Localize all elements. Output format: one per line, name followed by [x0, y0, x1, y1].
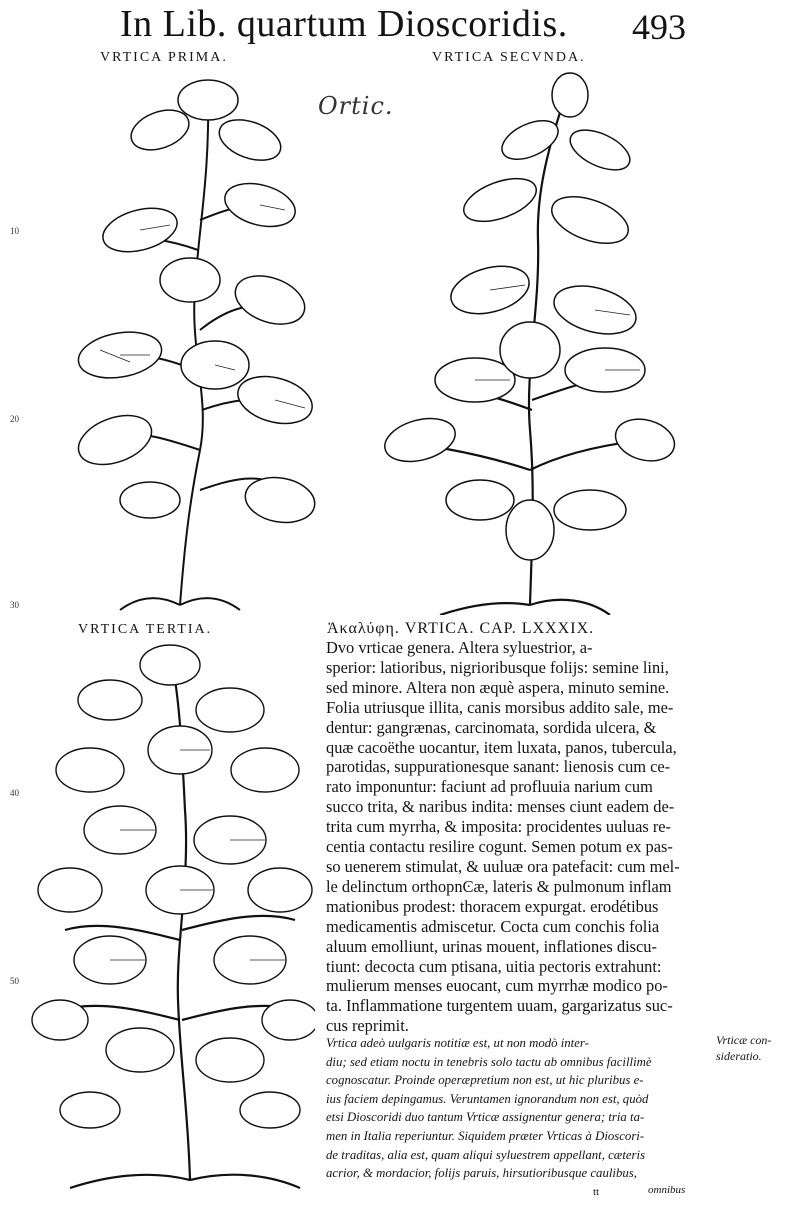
- commentary-line: men in Italia reperiuntur. Siquidem præter Vrticas à Dioscori-: [326, 1128, 645, 1143]
- text-line: ta. Inflammatione turgentem uuam, gargarizatus suc-: [326, 996, 673, 1016]
- text-line: mulierum menses euocant, cum myrrhæ modico po-: [326, 976, 668, 996]
- chapter-heading: Ἀκαλύφη. VRTICA. CAP. LXXXIX.: [327, 620, 595, 637]
- marginal-note-line: Vrticæ con-: [716, 1033, 772, 1047]
- text-line: medicamentis admiscetur. Cocta cum conchis folia: [326, 916, 660, 936]
- plant-label-prima: VRTICA PRIMA.: [100, 50, 228, 65]
- plant-label-tertia: VRTICA TERTIA.: [78, 622, 213, 637]
- commentary-line: ius faciem depingamus. Veruntamen ignorandum non est, quòd: [326, 1091, 649, 1106]
- text-line: rato imponuntur: faciunt ad profluuia narium cum: [326, 777, 653, 797]
- margin-number: 20: [10, 414, 19, 424]
- text-line: trita cum myrrha, & imposita: procidentes uuluas re-: [326, 817, 672, 837]
- commentary-block: [326, 1034, 696, 1183]
- text-line: sed minore. Altera non æquè aspera, minuto semine.: [326, 677, 670, 697]
- main-text-block: [326, 638, 696, 1036]
- commentary-line: diu; sed etiam noctu in tenebris solo tactu ab omnibus facillimè: [326, 1054, 652, 1069]
- nettle-illustration-prima: [60, 70, 330, 615]
- text-line: mationibus prodest: thoracem expurgat. erodétibus: [326, 896, 659, 916]
- nettle-illustration-tertia: [30, 640, 315, 1200]
- text-line: le delinctum orthopnϾæ, lateris & pulmonum inflam: [326, 876, 672, 896]
- text-line: parotidas, suppurationesque sanant: lienosis cum ce-: [326, 757, 671, 777]
- margin-number: 50: [10, 976, 19, 986]
- text-line: succo trita, & naribus indita: menses ciunt eadem de-: [326, 797, 675, 817]
- margin-number: 30: [10, 600, 19, 610]
- text-line: quæ cacoëthe uocantur, item luxata, panos, tubercula,: [326, 737, 677, 757]
- catchword: omnibus: [648, 1184, 686, 1196]
- commentary-line: etsi Dioscoridi duo tantum Vrticæ assignentur genera; tria ta-: [326, 1110, 645, 1125]
- margin-number: 10: [10, 226, 19, 236]
- marginal-note: [716, 1032, 771, 1064]
- text-line: Folia utriusque illita, canis morsibus addito sale, me-: [326, 697, 674, 717]
- commentary-line: Vrtica adeò uulgaris notitiæ est, ut non modò inter-: [326, 1036, 589, 1050]
- text-line: sperior: latioribus, nigrioribusque folijs: semine lini,: [326, 657, 669, 677]
- text-line: aluum emolliunt, urinas mouent, inflationes discu-: [326, 936, 657, 956]
- text-line: centia contactu resilire cogunt. Semen potum ex pas-: [326, 837, 673, 857]
- commentary-line: de traditas, alia est, quam aliqui syluestrem appellant, cæteris: [326, 1147, 646, 1162]
- text-line: tiunt: decocta cum ptisana, uitia pectoris extrahunt:: [326, 956, 662, 976]
- signature-mark: tt: [593, 1186, 600, 1198]
- handwritten-annotation: Ortic.: [318, 92, 394, 120]
- text-line: cus reprimit.: [326, 1016, 409, 1036]
- text-line: so uenerem stimulat, & uuluæ ora patefacit: cum mel-: [326, 856, 680, 876]
- marginal-note-line: sideratio.: [716, 1049, 762, 1063]
- plant-label-secunda: VRTICA SECVNDA.: [432, 50, 586, 65]
- commentary-line: cognoscatur. Proinde operæpretium non est, ut hic pluribus e-: [326, 1073, 644, 1088]
- page-number: 493: [632, 7, 686, 47]
- commentary-line: acrior, & mordacior, folijs paruis, hirsutioribusque caulibus,: [326, 1166, 637, 1181]
- text-line: dentur: gangrænas, carcinomata, sordida ulcera, &: [326, 717, 657, 737]
- running-title: In Lib. quartum Dioscoridis.: [120, 3, 568, 45]
- text-line: Dvo vrticae genera. Altera syluestrior, a-: [326, 638, 593, 657]
- nettle-illustration-secunda: [380, 70, 680, 615]
- margin-number: 40: [10, 788, 19, 798]
